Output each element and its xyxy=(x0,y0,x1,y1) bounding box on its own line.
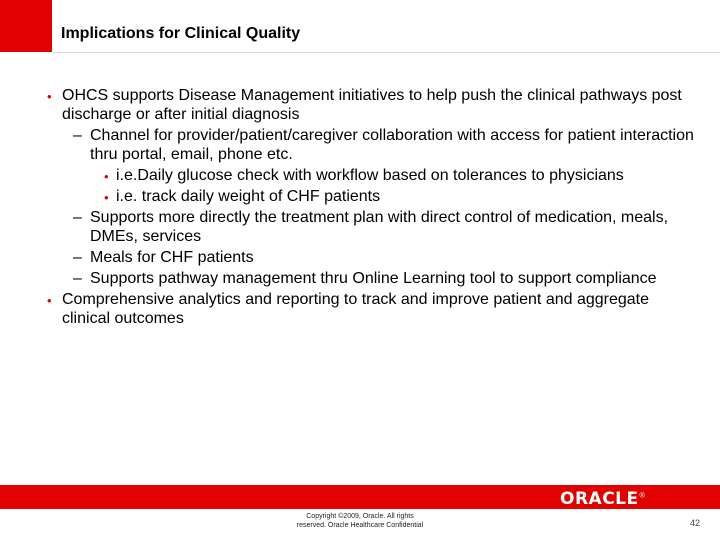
bullet-dot-icon: • xyxy=(47,293,52,308)
bullet-text: i.e. track daily weight of CHF patients xyxy=(116,188,381,205)
page-number: 42 xyxy=(689,518,700,528)
title-divider xyxy=(52,52,720,53)
copyright-line: reserved. Oracle Healthcare Confidential xyxy=(296,522,424,529)
oracle-logo xyxy=(560,489,646,509)
registered-mark: ® xyxy=(638,491,647,500)
bullet-text: Supports pathway management thru Online Learning tool to support compliance xyxy=(90,270,657,287)
bullet-text: Supports more directly the treatment plan with direct control of medication, meals, DMEs, services xyxy=(90,209,669,245)
bullet-level2 xyxy=(0,248,700,267)
slide-title: Implications for Clinical Quality xyxy=(61,25,301,42)
bullet-text: Meals for CHF patients xyxy=(90,249,254,266)
bullet-level1 xyxy=(0,86,700,124)
bullet-text: OHCS supports Disease Management initiatives to help push the clinical pathways post discharge or after initial diagnosis xyxy=(62,87,682,123)
copyright-line: Copyright ©2009, Oracle. All rights xyxy=(306,513,414,520)
slide-content xyxy=(0,86,700,328)
bullet-level2 xyxy=(0,126,700,164)
title-accent-block xyxy=(0,0,52,52)
bullet-level3 xyxy=(0,166,700,185)
bullet-dash-icon: – xyxy=(73,127,82,144)
bullet-dash-icon: – xyxy=(73,249,82,266)
bullet-level1 xyxy=(0,290,700,328)
bullet-dot-icon: • xyxy=(47,89,52,104)
bullet-level2 xyxy=(0,269,700,288)
bullet-level3 xyxy=(0,187,700,206)
copyright-notice xyxy=(260,512,460,530)
bullet-text: Comprehensive analytics and reporting to track and improve patient and aggregate clinical outcomes xyxy=(62,291,650,327)
bullet-dot-icon: • xyxy=(104,169,109,184)
bullet-dash-icon: – xyxy=(73,270,82,287)
bullet-dash-icon: – xyxy=(73,209,82,226)
bullet-text: Channel for provider/patient/caregiver collaboration with access for patient interaction thru portal, email, phone etc. xyxy=(90,127,694,163)
logo-text: ORACLE xyxy=(560,489,639,509)
bullet-dot-icon: • xyxy=(104,190,109,205)
bullet-level2 xyxy=(0,208,700,246)
bullet-text: i.e.Daily glucose check with workflow based on tolerances to physicians xyxy=(116,167,624,184)
